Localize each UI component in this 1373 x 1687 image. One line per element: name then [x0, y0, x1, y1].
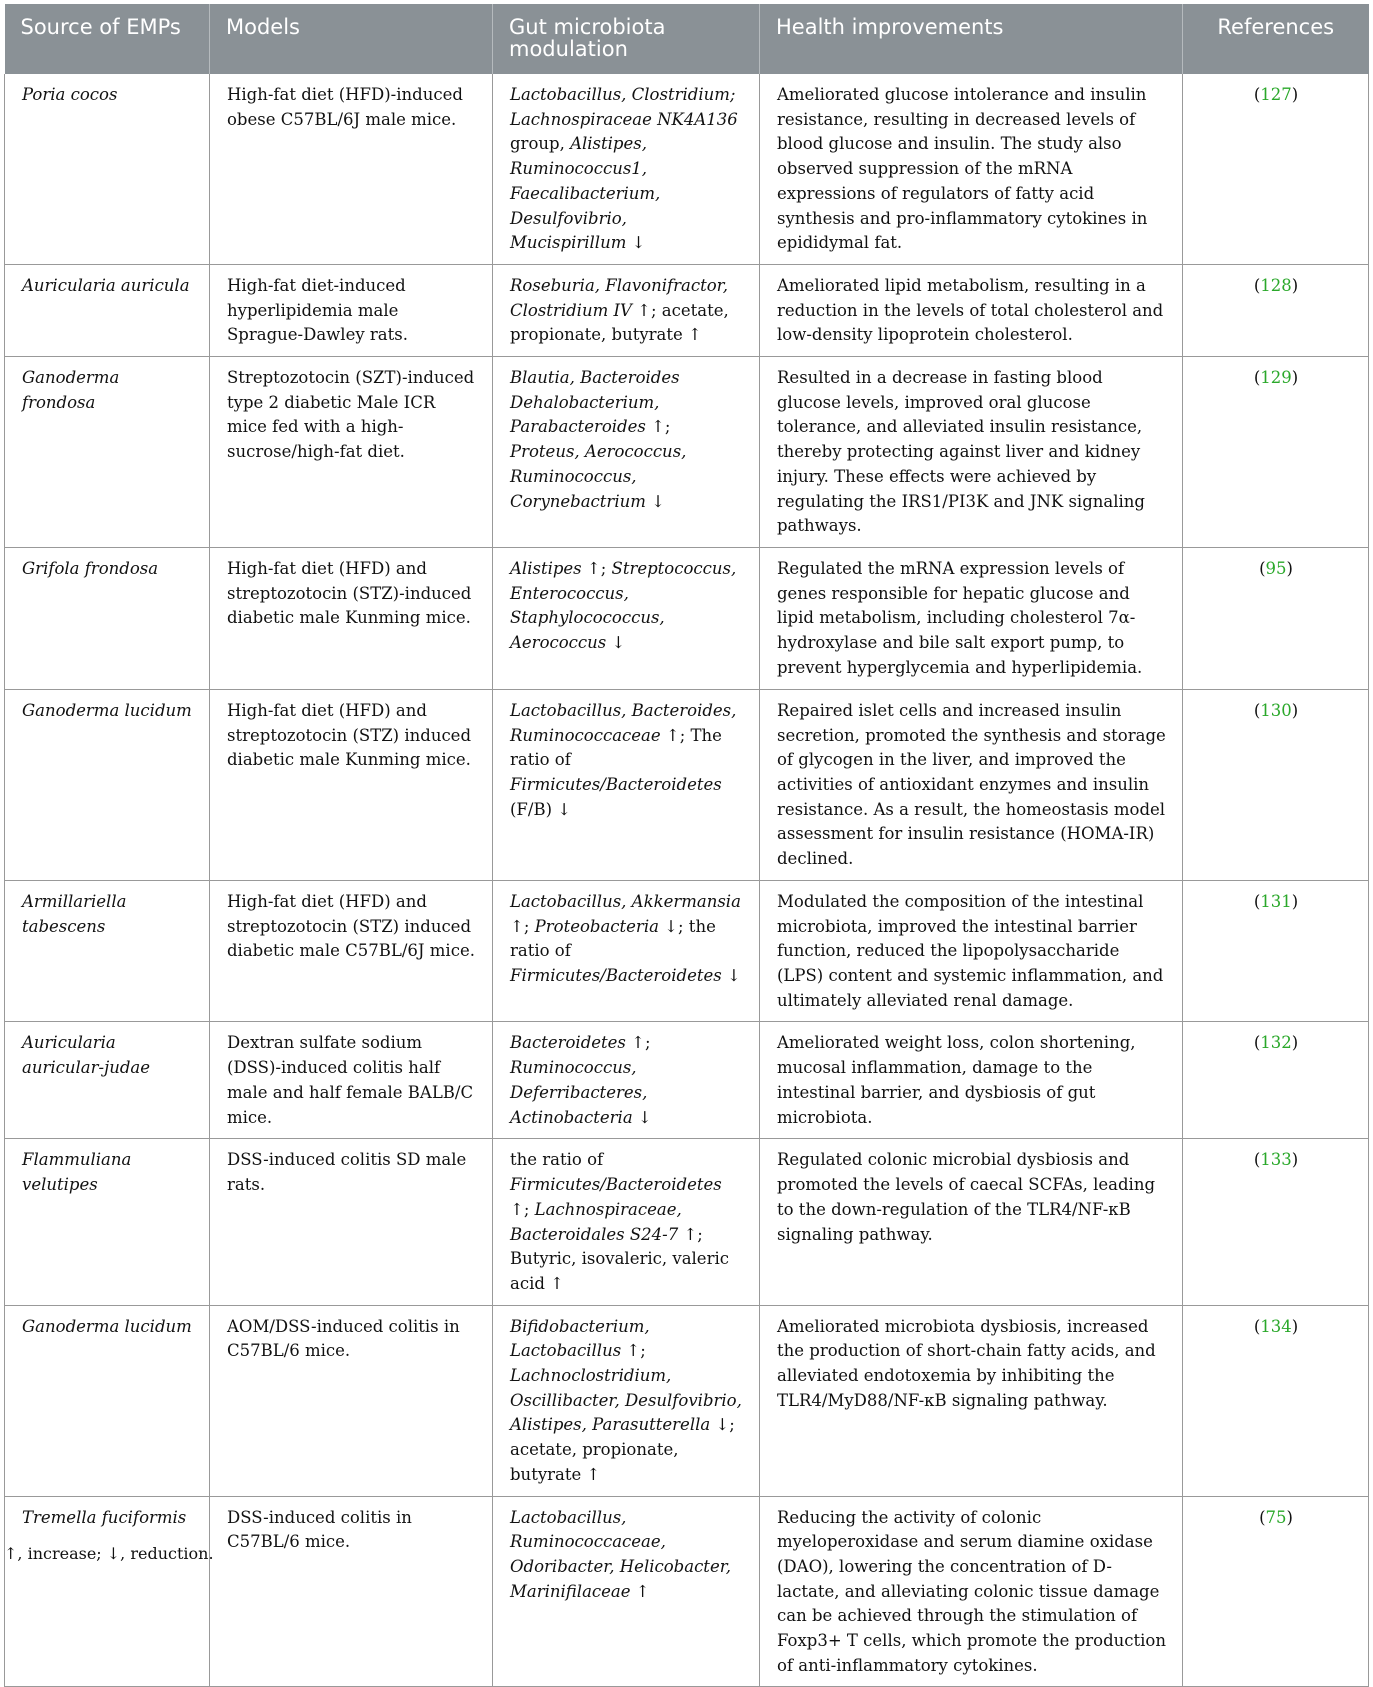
modulation-text: ↓	[626, 233, 646, 253]
reference-link[interactable]: 129	[1260, 368, 1292, 388]
modulation-text: ↑	[630, 1581, 650, 1601]
reference-cell: (131)	[1183, 880, 1369, 1022]
taxon-text: Bacteroidetes	[510, 1033, 626, 1053]
header-gut: Gut microbiota modulation	[493, 4, 760, 74]
header-row	[5, 4, 1369, 74]
reference-cell: (75)	[1183, 1496, 1369, 1687]
reference-link[interactable]: 130	[1260, 700, 1292, 720]
modulation-text: ↑;	[621, 1341, 646, 1361]
taxon-text: Ruminococcus, Deferribacteres, Actinobacteria	[510, 1058, 648, 1127]
modulation-text: ↓	[645, 491, 665, 511]
source-cell: Armillariella tabescens	[5, 880, 210, 1022]
taxon-text: Roseburia, Flavonifractor, Clostridium IV	[510, 275, 728, 320]
taxon-text: Proteobacteria	[534, 916, 659, 936]
modulation-text: ↑;	[510, 916, 535, 936]
reference-cell: (132)	[1183, 1022, 1369, 1139]
gut-cell	[493, 547, 760, 689]
source-cell: Ganoderma lucidum	[5, 1305, 210, 1496]
reference-link[interactable]: 133	[1260, 1150, 1292, 1170]
source-cell: Poria cocos	[5, 74, 210, 264]
reference-cell: (95)	[1183, 547, 1369, 689]
taxon-text: Firmicutes/Bacteroidetes	[510, 965, 722, 985]
taxon-text: Lactobacillus, Akkermansia	[510, 891, 741, 911]
health-cell: Reducing the activity of colonic myeloperoxidase and serum diamine oxidase (DAO), lowering the concentration of D-lactate, and alleviating colonic tissue damage can be achieved through the stimulation of Foxp3+ T cells, which promote the production of anti-inflammatory cytokines.	[760, 1496, 1183, 1687]
taxon-text: Bifidobacterium, Lactobacillus	[510, 1316, 650, 1361]
gut-cell	[493, 264, 760, 356]
reference-link[interactable]: 95	[1265, 558, 1287, 578]
header-models: Models	[210, 4, 493, 74]
source-cell: Ganoderma lucidum	[5, 689, 210, 880]
health-cell: Modulated the composition of the intestinal microbiota, improved the intestinal barrier function, reduced the lipopolysaccharide (LPS) content and systemic inflammation, and ultimately alleviated renal damage.	[760, 880, 1183, 1022]
reference-cell: (129)	[1183, 357, 1369, 548]
table-row	[5, 1022, 1369, 1139]
table-row	[5, 357, 1369, 548]
modulation-text: ↑; acetate, propionate, butyrate ↑	[510, 300, 729, 345]
modulation-text: ↑;	[625, 1033, 651, 1053]
reference-link[interactable]: 127	[1260, 85, 1292, 104]
model-cell: Dextran sulfate sodium (DSS)-induced colitis half male and half female BALB/C mice.	[210, 1022, 493, 1139]
modulation-text: ↓	[632, 1107, 652, 1127]
reference-link[interactable]: 134	[1260, 1316, 1292, 1336]
modulation-text: ↑;	[581, 558, 612, 578]
table-row	[5, 264, 1369, 356]
model-cell: High-fat diet-induced hyperlipidemia male Sprague-Dawley rats.	[210, 264, 493, 356]
modulation-text: ↓	[721, 965, 741, 985]
reference-cell: (134)	[1183, 1305, 1369, 1496]
model-cell: High-fat diet (HFD) and streptozotocin (STZ) induced diabetic male Kunming mice.	[210, 689, 493, 880]
modulation-text: the ratio of	[510, 1150, 604, 1170]
source-cell: Auricularia auricular-judae	[5, 1022, 210, 1139]
taxon-text: Proteus, Aerococcus, Ruminococcus, Corynebactrium	[510, 442, 687, 511]
taxon-text: Lachnospiraceae, Bacteroidales S24-7	[510, 1199, 682, 1244]
model-cell: Streptozotocin (SZT)-induced type 2 diabetic Male ICR mice fed with a high-sucrose/high-fat diet.	[210, 357, 493, 548]
reference-cell: (127)	[1183, 74, 1369, 264]
model-cell: High-fat diet (HFD) and streptozotocin (STZ)-induced diabetic male Kunming mice.	[210, 547, 493, 689]
gut-cell	[493, 1139, 760, 1305]
header-health: Health improvements	[760, 4, 1183, 74]
source-cell: Grifola frondosa	[5, 547, 210, 689]
modulation-text: group,	[510, 134, 571, 154]
taxon-text: Lactobacillus, Bacteroides, Ruminococcaceae	[510, 700, 737, 745]
source-cell: Tremella fuciformis	[5, 1496, 210, 1687]
health-cell: Regulated the mRNA expression levels of genes responsible for hepatic glucose and lipid metabolism, including cholesterol 7α-hydroxylase and bile salt export pump, to prevent hyperglycemia and hyperlipidemia.	[760, 547, 1183, 689]
model-cell: DSS-induced colitis in C57BL/6 mice.	[210, 1496, 493, 1687]
modulation-text: ↓; acetate, propionate, butyrate ↑	[510, 1415, 735, 1484]
model-cell: DSS-induced colitis SD male rats.	[210, 1139, 493, 1305]
reference-cell: (133)	[1183, 1139, 1369, 1305]
modulation-text: ↑; The ratio of	[510, 725, 722, 770]
taxon-text: Firmicutes/Bacteroidetes	[510, 1175, 722, 1195]
model-cell: AOM/DSS-induced colitis in C57BL/6 mice.	[210, 1305, 493, 1496]
table-row	[5, 1305, 1369, 1496]
model-cell: High-fat diet (HFD) and streptozotocin (STZ) induced diabetic male C57BL/6J mice.	[210, 880, 493, 1022]
modulation-text: ↑; Butyric, isovaleric, valeric acid ↑	[510, 1224, 729, 1293]
health-cell: Regulated colonic microbial dysbiosis and promoted the levels of caecal SCFAs, leading to the down-regulation of the TLR4/NF-κB signaling pathway.	[760, 1139, 1183, 1305]
gut-cell	[493, 689, 760, 880]
model-cell: High-fat diet (HFD)-induced obese C57BL/6J male mice.	[210, 74, 493, 264]
health-cell: Repaired islet cells and increased insulin secretion, promoted the synthesis and storage of glycogen in the liver, and improved the activities of antioxidant enzymes and insulin resistance. As a result, the homeostasis model assessment for insulin resistance (HOMA-IR) declined.	[760, 689, 1183, 880]
gut-cell	[493, 357, 760, 548]
gut-cell	[493, 1496, 760, 1687]
reference-link[interactable]: 131	[1260, 891, 1292, 911]
health-cell: Ameliorated microbiota dysbiosis, increased the production of short-chain fatty acids, and alleviated endotoxemia by inhibiting the TLR4/MyD88/NF-κB signaling pathway.	[760, 1305, 1183, 1496]
health-cell: Resulted in a decrease in fasting blood glucose levels, improved oral glucose tolerance, and alleviated insulin resistance, thereby protecting against liver and kidney injury. These effects were achieved by regulating the IRS1/PI3K and JNK signaling pathways.	[760, 357, 1183, 548]
gut-cell	[493, 1022, 760, 1139]
source-cell: Ganoderma frondosa	[5, 357, 210, 548]
health-cell: Ameliorated weight loss, colon shortening, mucosal inflammation, damage to the intestinal barrier, and dysbiosis of gut microbiota.	[760, 1022, 1183, 1139]
table-row	[5, 547, 1369, 689]
gut-cell	[493, 74, 760, 264]
table-row	[5, 1496, 1369, 1687]
modulation-text: ↑;	[510, 1199, 535, 1219]
taxon-text: Lachnoclostridium, Oscillibacter, Desulfovibrio, Alistipes, Parasutterella	[510, 1366, 742, 1435]
reference-cell: (130)	[1183, 689, 1369, 880]
reference-link[interactable]: 132	[1260, 1033, 1292, 1053]
gut-cell	[493, 880, 760, 1022]
modulation-text: ↓	[606, 633, 626, 653]
table-row	[5, 74, 1369, 264]
gut-cell	[493, 1305, 760, 1496]
health-cell: Ameliorated lipid metabolism, resulting in a reduction in the levels of total cholesterol and low-density lipoprotein cholesterol.	[760, 264, 1183, 356]
taxon-text: Alistipes, Ruminococcus1, Faecalibacterium, Desulfovibrio, Mucispirillum	[510, 134, 661, 253]
reference-link[interactable]: 128	[1260, 275, 1292, 295]
taxon-text: Firmicutes/Bacteroidetes	[510, 775, 722, 795]
header-references: References	[1183, 4, 1369, 74]
taxon-text: Blautia, Bacteroides Dehalobacterium, Parabacteroides	[510, 368, 680, 437]
taxon-text: Lactobacillus, Ruminococcaceae, Odoribacter, Helicobacter, Marinifilaceae	[510, 1507, 732, 1601]
table-row	[5, 689, 1369, 880]
taxon-text: Alistipes	[510, 558, 582, 578]
header-source: Source of EMPs	[5, 4, 210, 74]
modulation-text: ↑;	[645, 417, 671, 437]
reference-cell: (128)	[1183, 264, 1369, 356]
modulation-text: (F/B) ↓	[510, 799, 572, 819]
health-cell: Ameliorated glucose intolerance and insulin resistance, resulting in decreased levels of blood glucose and insulin. The study also observed suppression of the mRNA expressions of regulators of fatty acid synthesis and pro-inflammatory cytokines in epididymal fat.	[760, 74, 1183, 264]
reference-link[interactable]: 75	[1265, 1507, 1287, 1527]
emp-table	[4, 4, 1369, 1687]
table-row	[5, 880, 1369, 1022]
table-row	[5, 1139, 1369, 1305]
modulation-text: ↓; the ratio of	[510, 916, 716, 961]
taxon-text: Streptococcus, Enterococcus, Staphylocococcus, Aerococcus	[510, 558, 737, 653]
table-body	[5, 74, 1369, 1687]
taxon-text: Lactobacillus, Clostridium; Lachnospiraceae NK4A136	[510, 85, 738, 129]
source-cell: Auricularia auricula	[5, 264, 210, 356]
table-footnote: ↑, increase; ↓, reduction.	[4, 1544, 214, 1563]
source-cell: Flammuliana velutipes	[5, 1139, 210, 1305]
